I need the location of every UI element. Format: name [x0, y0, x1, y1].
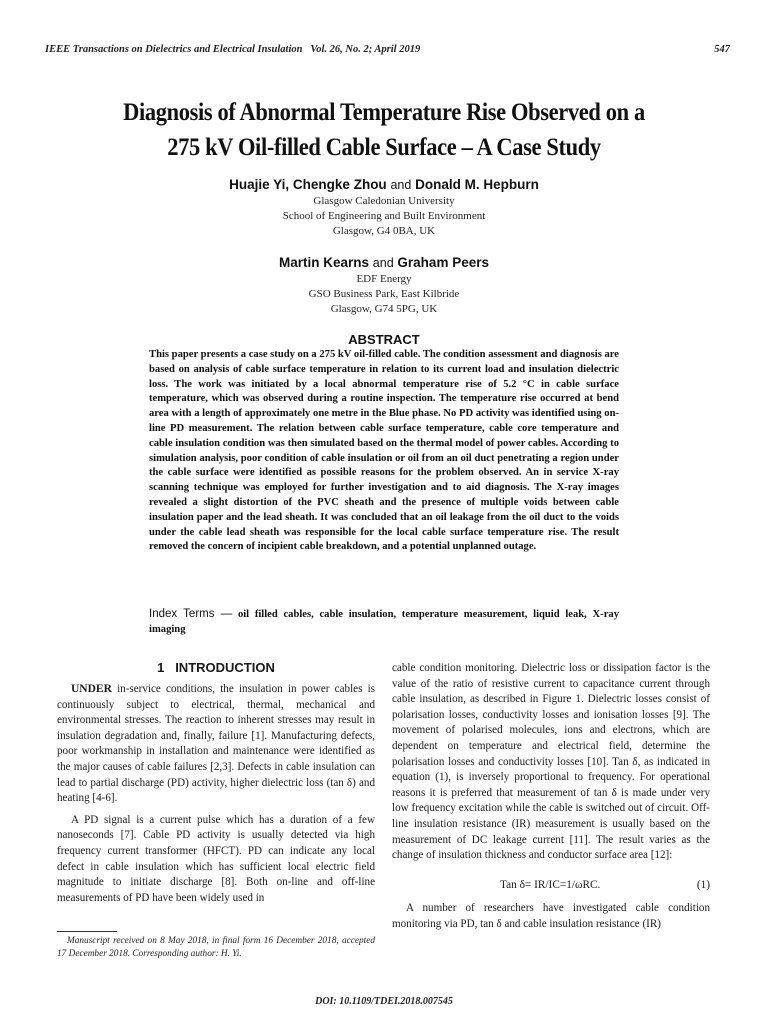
equation [392, 870, 710, 902]
affiliation-line: Glasgow, G4 0BA, UK [332, 225, 436, 237]
affiliation-line: School of Engineering and Built Environment [282, 210, 486, 222]
doi: DOI: 10.1109/TDEI.2018.007545 [315, 996, 453, 1007]
author-names-primary: Martin Kearns [279, 255, 370, 270]
footnote-divider [57, 931, 117, 932]
index-terms-body: oil filled cables, cable insulation, temperature measurement, liquid leak, X-ray imaging [149, 609, 619, 635]
author-and: and [390, 178, 412, 192]
author-name-last: Donald M. Hepburn [415, 177, 539, 192]
equation-number: (1) [696, 878, 710, 891]
lead-word: UNDER [71, 683, 112, 695]
affiliation-line: Glasgow, G74 5PG, UK [330, 303, 438, 315]
affiliation-line: EDF Energy [356, 273, 412, 285]
abstract-body: This paper presents a case study on a 275 kV oil-filled cable. The condition assessment and diagnosis are based on analysis of cable surface temperature in relation to its current load and insulation dielectric loss. The work was initiated by a local abnormal temperature rise of 5.2 °C in cable surface temperature, which was observed during a routine inspection. The temperature rise occurred at bend area with a length of approximately one metre in the Blue phase. No PD activity was identified using on-line PD measurement. The relation between cable surface temperature, cable core temperature and cable insulation condition was then simulated based on the thermal model of power cables. According to simulation analysis, poor condition of cable insulation or oil from an oil duct penetrating a region under the cable surface were identified as possible reasons for the problem observed. An in service X-ray scanning technique was employed for further investigation and to aid diagnosis. The X-ray images revealed a slight distortion of the PVC sheath and the presence of multiple voids between cable insulation paper and the lead sheath. It was concluded that an oil leakage from the oil duct to the voids under the cable lead sheath was responsible for the local cable surface temperature rise. The result removed the concern of incipient cable breakdown, and a potential unplanned outage. [149, 349, 619, 553]
paper-title [81, 94, 686, 164]
title-line-1: Diagnosis of Abnormal Temperature Rise Observed on a [123, 97, 645, 126]
author-group-1 [0, 176, 768, 239]
section-heading: 1 INTRODUCTION [157, 660, 275, 675]
paragraph: cable condition monitoring. Dielectric loss or dissipation factor is the value of the ratio of resistive current to capacitance current through cable insulation, as described in Figure 1. Dielectric losses consist of polarisation losses, conductivity losses and ionisation losses [9]. The movement of polarised molecules, ions and electrons, which are dependent on temperature and electrical field, determine the polarisation losses and conductivity losses [10]. Tan δ, as indicated in equation (1), is inversely proportional to frequency. For operational reasons it is preferred that measurement of tan δ is made under very low frequency excitation while the cable is switched out of circuit. Off-line insulation resistance (IR) measurement is usually based on the measurement of DC leakage current [11]. The result varies as the change of insulation thickness and conductor surface area [12]: [392, 662, 710, 862]
running-head [45, 44, 730, 55]
author-name-last: Graham Peers [397, 255, 489, 270]
author-group-2 [0, 254, 768, 317]
author-names-1 [0, 176, 768, 194]
affiliation-line: Glasgow Caledonian University [313, 195, 455, 207]
page-number: 547 [714, 44, 730, 55]
abstract-heading: ABSTRACT [348, 332, 420, 347]
column-left [57, 660, 375, 912]
author-names-2 [0, 254, 768, 272]
index-terms [149, 607, 619, 637]
author-and: and [372, 256, 394, 270]
column-right [392, 661, 710, 939]
author-names-primary: Huajie Yi, Chengke Zhou [229, 177, 387, 192]
journal-name: IEEE Transactions on Dielectrics and Electrical Insulation Vol. 26, No. 2; April 2019 [45, 44, 421, 55]
paragraph: A PD signal is a current pulse which has a duration of a few nanoseconds [7]. Cable PD activity is usually detected via high frequency current transformer (HFCT). PD can indicate any local defect in cable insulation which has sufficient local electric field magnitude to initiate discharge [8]. Both on-line and off-line measurements of PD have been widely used in [57, 813, 375, 904]
index-terms-label: Index Terms — [149, 608, 233, 620]
paragraph [57, 682, 375, 807]
affiliation-line: GSO Business Park, East Kilbride [308, 288, 460, 300]
paragraph: A number of researchers have investigated cable condition monitoring via PD, tan δ and cable insulation resistance (IR) [392, 902, 710, 930]
equation-text: Tan δ= IR/IC=1/ωRC. [500, 878, 601, 891]
title-line-2: 275 kV Oil-filled Cable Surface – A Case Study [167, 132, 601, 161]
paragraph-text: in-service conditions, the insulation in power cables is continuously subject to electrical, thermal, mechanical and environmental stresses. The reaction to inherent stresses may result in insulation degradation and, finally, failure [1]. Manufacturing defects, poor workmanship in installation and maintenance were identified as the major causes of cable failures [2,3]. Defects in cable insulation can lead to partial discharge (PD) activity, higher dielectric loss (tan δ) and heating [4-6]. [57, 683, 375, 805]
footnote: Manuscript received on 8 May 2018, in final form 16 December 2018, accepted 17 December 2018. Corresponding author: H. Yi. [57, 936, 375, 959]
